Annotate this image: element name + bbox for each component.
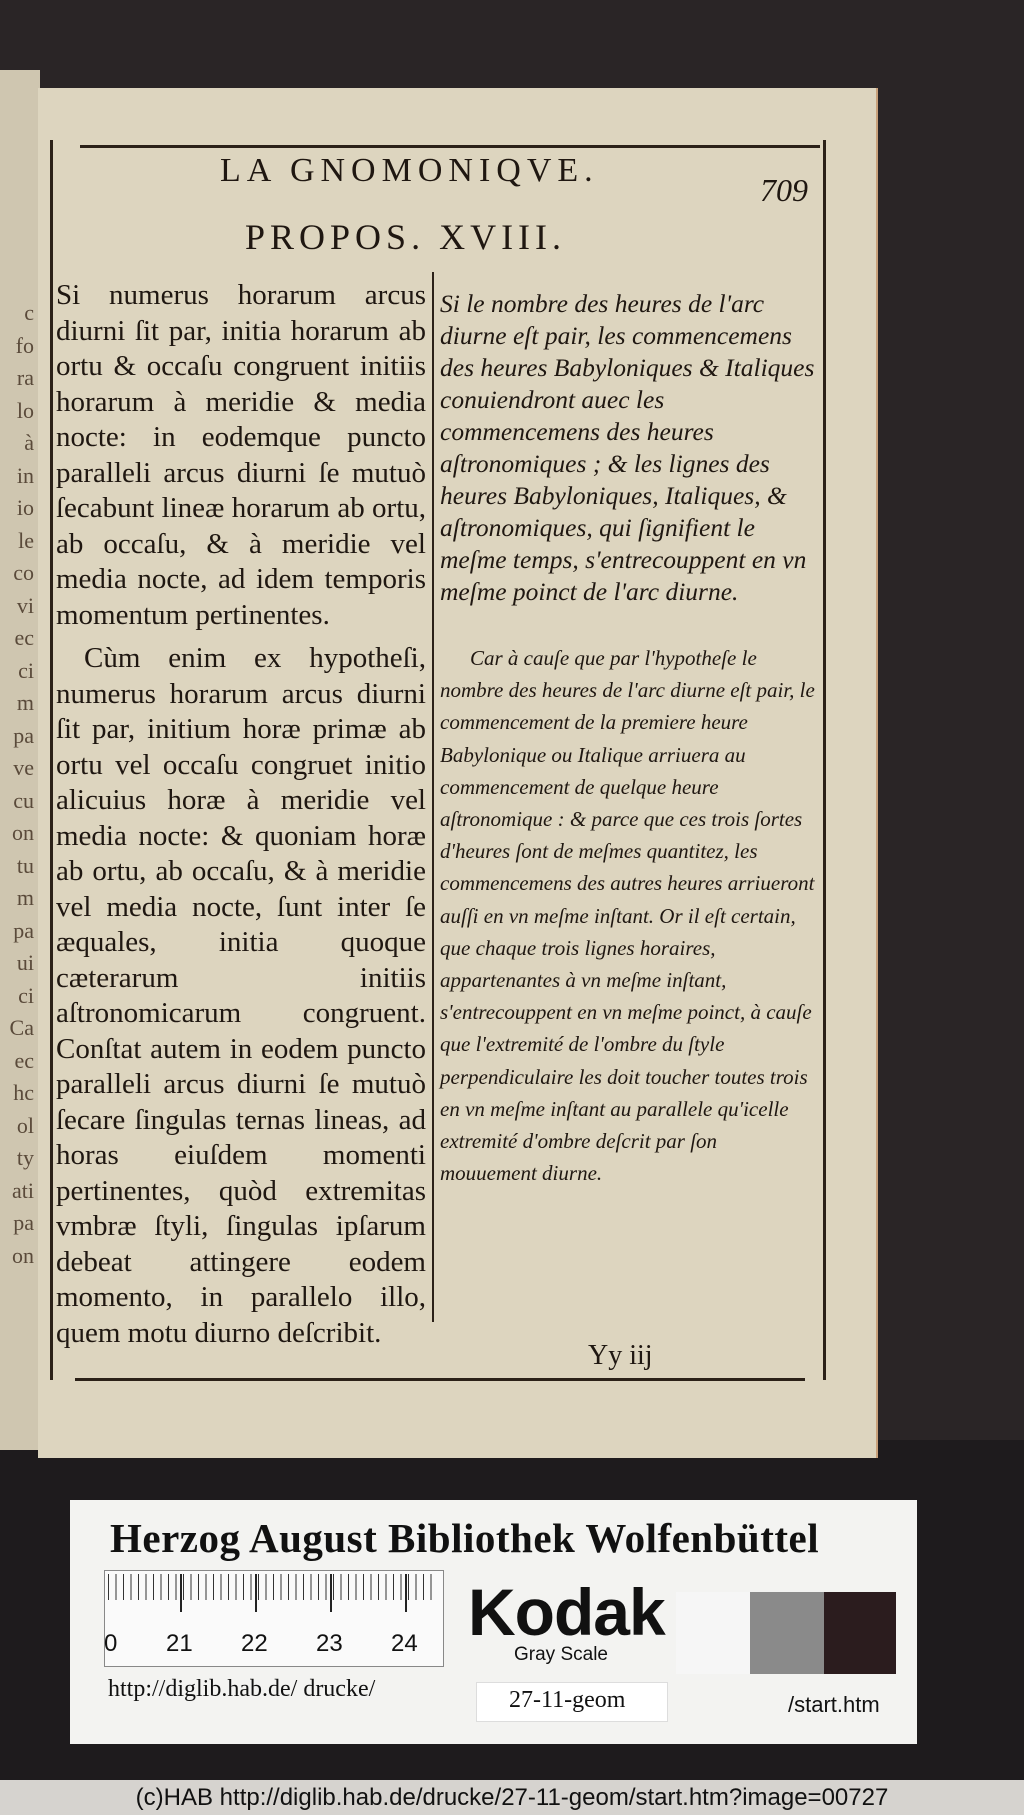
facing-page-fragment: c bbox=[24, 300, 34, 325]
french-proof: Car à cauſe que par l'hypotheſe le nombre des heures de l'arc diurne eſt pair, le commencement de la premiere heure Babylonique ou Italique arriuera au commencement de quelque heure aſtronomique : & parce que ces trois ſortes d'heures ſont de meſmes quantitez, les commencemens des autres heures arriueront auſſi en vn meſme inſtant. Or il eſt certain, que chaque trois lignes horaires, appartenantes à vn meſme inſtant, s'entrecouppent en vn meſme poinct, à cauſe que l'extremité de l'ombre du ſtyle perpendiculaire les doit toucher toutes trois en vn meſme inſtant au parallele qu'icelle extremité d'ombre deſcrit par ſon mouuement diurne. bbox=[440, 646, 815, 1186]
facing-page-fragment: fo bbox=[15, 332, 34, 358]
facing-page-fragment: Ca bbox=[9, 1015, 34, 1040]
ruler-ticks bbox=[108, 1574, 438, 1600]
kodak-logo: Kodak bbox=[468, 1575, 665, 1649]
facing-page-edge bbox=[0, 70, 40, 1450]
facing-page-fragment: hc bbox=[13, 1080, 34, 1105]
facing-page-fragment: ci bbox=[18, 657, 34, 683]
facing-page-fragment: on bbox=[12, 1242, 34, 1268]
url-right: /start.htm bbox=[788, 1692, 880, 1717]
facing-page-fragment: ty bbox=[16, 1145, 34, 1170]
ruler-label-22: 22 bbox=[241, 1630, 268, 1657]
facing-page-fragment: ci bbox=[18, 982, 34, 1008]
latin-statement: Si numerus horarum arcus diurni ſit par, initia horarum ab ortu & occaſu congruent initiis horarum à meridie & media nocte: in eodemque puncto paralleli arcus diurni ſe mutuò ſecabunt lineæ horarum ab ortu, ab occaſu, & à meridie vel media nocte, ad idem temporis momentum pertinentes. bbox=[56, 279, 426, 631]
url-mid-box bbox=[476, 1682, 668, 1722]
bottom-rule bbox=[75, 1378, 805, 1381]
column-divider bbox=[432, 272, 434, 1322]
swatch-gray bbox=[750, 1592, 824, 1674]
latin-column bbox=[56, 278, 426, 1351]
ruler-major-tick bbox=[330, 1574, 332, 1612]
latin-proof: Cùm enim ex hypotheſi, numerus horarum arcus diurni ſit par, initium horæ primæ ab ortu vel occaſu congruet initio alicuius horæ à meridie vel media nocte: & quoniam horæ ab ortu, ab occaſu, & à meridie vel media nocte, ſunt inter ſe æquales, initia quoque cæterarum initiis aſtronomicarum congruent. Conſtat autem in eodem puncto paralleli arcus diurni ſe mutuò ſecare ſingulas ternas lineas, ad horas eiuſdem momenti pertinentes, quòd extremitas vmbræ ſtyli, ſingulas ipſarum debeat attingere eodem momento, in parallelo illo, quem motu diurno deſcribit. bbox=[56, 642, 426, 1349]
facing-page-fragment: vi bbox=[16, 592, 34, 618]
facing-page-fragment: in bbox=[16, 462, 34, 488]
ruler-label-23: 23 bbox=[316, 1630, 343, 1657]
ruler-major-tick bbox=[405, 1574, 407, 1612]
facing-page-fragment: m bbox=[16, 690, 34, 715]
proposition-heading: PROPOS. XVIII. bbox=[245, 217, 567, 257]
facing-page-fragment: ve bbox=[13, 755, 34, 780]
facing-page-fragment: tu bbox=[16, 852, 34, 878]
facing-page-fragment: on bbox=[12, 820, 34, 845]
facing-page-fragment: ec bbox=[14, 1047, 34, 1073]
ruler-major-tick bbox=[180, 1574, 182, 1612]
facing-page-fragment: pa bbox=[13, 917, 34, 943]
signature-mark: Yy iij bbox=[588, 1340, 653, 1371]
footer-copyright-url[interactable]: (c)HAB http://diglib.hab.de/drucke/27-11-geom/start.htm?image=00727 bbox=[135, 1784, 889, 1811]
facing-page-fragment: ra bbox=[16, 365, 34, 390]
ruler-label-0: 0 bbox=[104, 1630, 118, 1657]
french-column bbox=[440, 288, 818, 1189]
swatch-black bbox=[824, 1592, 896, 1674]
facing-page-fragment: pa bbox=[13, 722, 34, 748]
facing-page-fragment: ati bbox=[12, 1177, 34, 1203]
url-mid: 27-11-geom bbox=[509, 1687, 626, 1713]
gray-scale-label: Gray Scale bbox=[514, 1644, 608, 1665]
facing-page-fragment: ec bbox=[14, 625, 34, 650]
facing-page-fragment: io bbox=[16, 495, 34, 520]
swatch-white bbox=[676, 1592, 750, 1674]
facing-page-fragment: ui bbox=[16, 950, 34, 975]
library-title: Herzog August Bibliothek Wolfenbüttel bbox=[110, 1515, 820, 1561]
facing-page-fragment: à bbox=[24, 430, 34, 455]
ruler-label-24: 24 bbox=[391, 1630, 418, 1657]
facing-page-fragment: ol bbox=[16, 1112, 34, 1138]
top-rule bbox=[80, 145, 820, 148]
facing-page-fragment: le bbox=[18, 527, 34, 553]
ruler-label-21: 21 bbox=[166, 1630, 193, 1657]
french-statement: Si le nombre des heures de l'arc diurne eſt pair, les commencemens des heures Babyloniques & Italiques conuiendront auec les commencemens des heures aſtronomiques ; & les lignes des heures Babyloniques, Italiques, & aſtronomiques, qui ſignifient le meſme temps, s'entrecouppent en vn meſme poinct de l'arc diurne. bbox=[440, 289, 815, 606]
facing-page-fragment: m bbox=[16, 885, 34, 910]
page-number: 709 bbox=[760, 172, 808, 208]
facing-page-fragment: co bbox=[13, 560, 34, 585]
running-head: LA GNOMONIQVE. bbox=[220, 152, 599, 189]
facing-page-fragment: cu bbox=[13, 787, 34, 813]
facing-page-fragment: pa bbox=[13, 1210, 34, 1235]
url-left: http://diglib.hab.de/ drucke/ bbox=[108, 1676, 376, 1702]
facing-page-fragment: lo bbox=[16, 397, 34, 423]
ruler-major-tick bbox=[255, 1574, 257, 1612]
